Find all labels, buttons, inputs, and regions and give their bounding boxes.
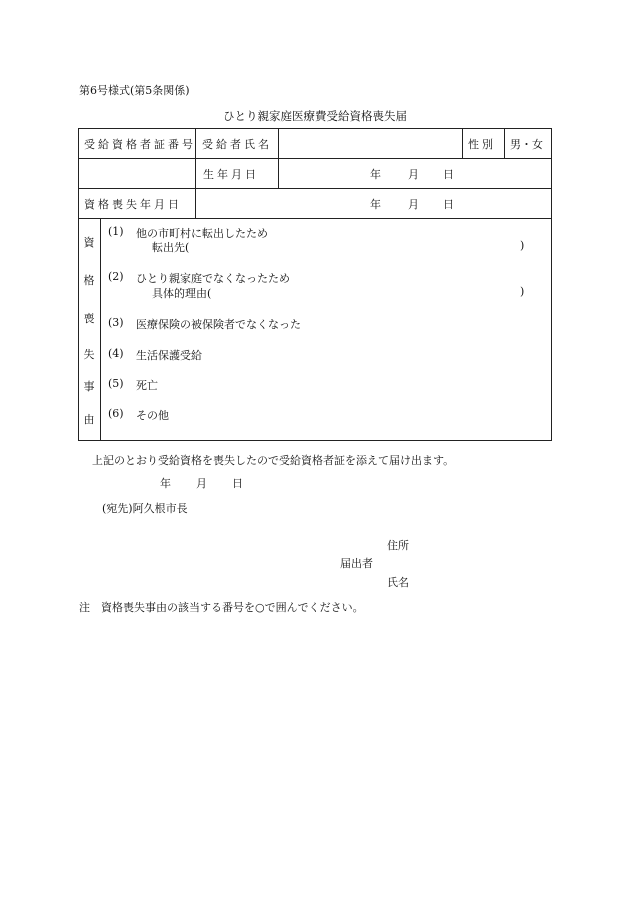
form-number-label: 第6号様式(第5条関係) — [79, 84, 190, 97]
loss-day-unit: 日 — [443, 198, 454, 211]
gender-options[interactable]: 男・女 — [510, 138, 543, 151]
reason-header-char: 喪 — [83, 312, 95, 325]
recipient-name-field[interactable] — [278, 128, 462, 158]
reason-1-sub-label: 転出先( — [152, 241, 190, 254]
table-rule — [78, 188, 552, 189]
loss-date-label: 資格喪失年月日 — [84, 198, 182, 211]
table-border-right — [551, 128, 552, 441]
footnote: 注 資格喪失事由の該当する番号を○で囲んでください。 — [79, 601, 364, 614]
reason-4-number[interactable]: (4) — [108, 347, 124, 360]
name-label: 氏名 — [387, 576, 409, 589]
reason-2-number[interactable]: (2) — [108, 270, 124, 283]
table-border-bottom — [78, 440, 552, 441]
submit-day-unit: 日 — [232, 477, 243, 490]
reason-header-char: 失 — [83, 348, 95, 361]
reason-5-text: 死亡 — [136, 379, 158, 392]
table-rule — [100, 218, 101, 440]
form-table — [78, 128, 552, 441]
birthdate-label: 生年月日 — [203, 168, 259, 181]
cert-number-label: 受給資格者証番号 — [84, 138, 196, 151]
table-rule — [462, 128, 463, 158]
table-rule — [78, 218, 552, 219]
reason-6-number[interactable]: (6) — [108, 407, 124, 420]
gender-label: 性別 — [468, 138, 496, 151]
reason-header-char: 由 — [83, 413, 95, 426]
submit-month-unit: 月 — [196, 477, 207, 490]
document-title: ひとり親家庭医療費受給資格喪失届 — [223, 109, 407, 123]
submit-year-unit: 年 — [160, 477, 171, 490]
reason-2-close-paren: ) — [520, 285, 525, 298]
loss-year-unit: 年 — [370, 198, 381, 211]
reason-1-close-paren: ) — [520, 239, 525, 252]
birth-day-unit: 日 — [443, 168, 454, 181]
addressee: (宛先)阿久根市長 — [102, 502, 188, 515]
cert-number-field[interactable] — [78, 158, 195, 188]
reason-header-char: 資 — [83, 236, 95, 249]
table-rule — [504, 128, 505, 158]
reason-3-text: 医療保険の被保険者でなくなった — [136, 318, 301, 331]
reason-header-char: 事 — [83, 380, 95, 393]
reason-1-number[interactable]: (1) — [108, 225, 124, 238]
reason-6-text: その他 — [136, 409, 169, 422]
reason-1-text: 他の市町村に転出したため — [136, 227, 268, 240]
reason-4-text: 生活保護受給 — [136, 349, 202, 362]
birth-month-unit: 月 — [408, 168, 419, 181]
reason-2-sub-label: 具体的理由( — [152, 287, 212, 300]
reason-5-number[interactable]: (5) — [108, 377, 124, 390]
notifier-label: 届出者 — [340, 557, 373, 570]
reason-3-number[interactable]: (3) — [108, 316, 124, 329]
reason-header-char: 格 — [83, 274, 95, 287]
statement-text: 上記のとおり受給資格を喪失したので受給資格者証を添えて届け出ます。 — [92, 454, 455, 467]
loss-month-unit: 月 — [408, 198, 419, 211]
reason-2-text: ひとり親家庭でなくなったため — [136, 272, 290, 285]
recipient-name-label: 受給者氏名 — [202, 138, 272, 151]
address-label: 住所 — [387, 539, 409, 552]
birth-year-unit: 年 — [370, 168, 381, 181]
